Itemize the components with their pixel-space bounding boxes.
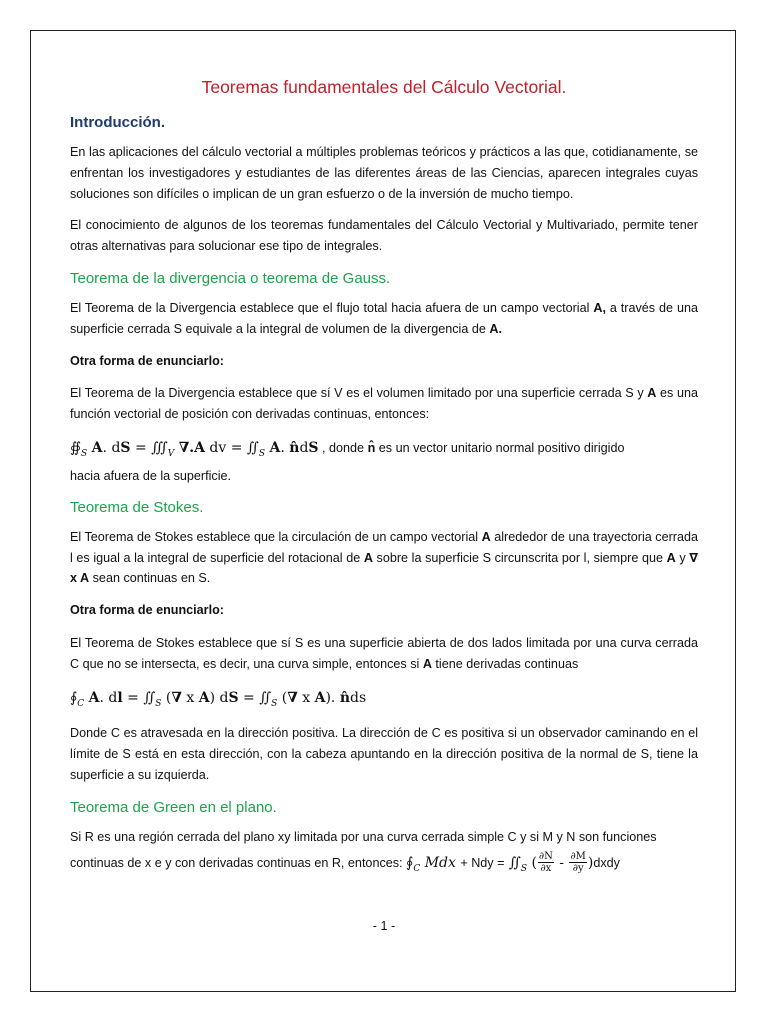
- gauss-formula: $∯_S$ A. dS = $∭_V$ ∇.A dv = $∬_S$ A. n̂dS , donde n̂ es un vector unitario normal positivo dirigido hacia afuera de la superficie.: [70, 436, 698, 486]
- intro-paragraph-1: En las aplicaciones del cálculo vectorial a múltiples problemas teóricos y prácticos a las que, cotidianamente, se enfrentan los investigadores y estudiantes de las diferentes áreas de las Ciencias, aparecen integrales cuyas soluciones son difíciles o implican de un gran esfuerzo o de la inversión de mucho tiempo.: [70, 145, 698, 201]
- intro-paragraph-2: El conocimiento de algunos de los teoremas fundamentales del Cálculo Vectorial y Multivariado, permite tener otras alternativas para solucionar ese tipo de integrales.: [70, 218, 698, 254]
- stokes-formula: $∮_C$ A. dl = $∬_S$ (∇ x A) dS = $∬_S$ (∇ x A). n̂ds: [70, 689, 367, 709]
- document-title: Teoremas fundamentales del Cálculo Vectorial.: [201, 77, 567, 97]
- stokes-heading: Teorema de Stokes.: [70, 498, 204, 516]
- gauss-alt-label: Otra forma de enunciarlo:: [70, 353, 224, 368]
- stokes-paragraph-2: El Teorema de Stokes establece que sí S es una superficie abierta de dos lados limitada por una curva cerrada C que no se intersecta, es decir, una curva simple, entonces si A tiene derivadas continuas: [70, 635, 698, 671]
- gauss-paragraph-1: El Teorema de la Divergencia establece que el flujo total hacia afuera de un campo vectorial A, a través de una superficie cerrada S equivale a la integral de volumen de la divergencia de A.: [70, 300, 698, 336]
- green-paragraph-2: continuas de x e y con derivadas continuas en R, entonces: $∮_C$ Mdx + Ndy = $∬_S$ ( $\frac{\partial N}{\partial x}$ - $\frac{\partial M}{\partial y}$ )dxdy: [70, 851, 620, 875]
- green-formula: $∮_C$ Mdx + Ndy = $∬_S$ ( $\frac{\partial N}{\partial x}$ - $\frac{\partial M}{\partial y}$ )dxdy: [406, 851, 620, 875]
- green-heading: Teorema de Green en el plano.: [70, 798, 277, 816]
- green-paragraph-1: Si R es una región cerrada del plano xy limitada por una curva cerrada simple C y si M y N son funciones: [70, 829, 657, 844]
- intro-heading: Introducción.: [70, 114, 165, 131]
- stokes-paragraph-3: Donde C es atravesada en la dirección positiva. La dirección de C es positiva si un observador caminando en el límite de S está en esta dirección, con la cabeza apuntando en la dirección positiva de la normal de S, tiene la superficie a su izquierda.: [70, 726, 698, 782]
- stokes-alt-label: Otra forma de enunciarlo:: [70, 603, 224, 618]
- gauss-formula-continuation: hacia afuera de la superficie.: [70, 468, 232, 483]
- page-number: - 1 -: [372, 919, 396, 933]
- stokes-paragraph-1: El Teorema de Stokes establece que la circulación de un campo vectorial A alrededor de una trayectoria cerrada l es igual a la integral de superficie del rotacional de A sobre la superficie S circunscrita por l, siempre que A y ∇ x A sean continuas en S.: [70, 529, 699, 586]
- document-body: [70, 74, 698, 881]
- gauss-paragraph-2: El Teorema de la Divergencia establece que sí V es el volumen limitado por una superficie cerrada S y A es una función vectorial de posición con derivadas continuas, entonces:: [70, 386, 698, 422]
- gauss-heading: Teorema de la divergencia o teorema de Gauss.: [70, 269, 391, 287]
